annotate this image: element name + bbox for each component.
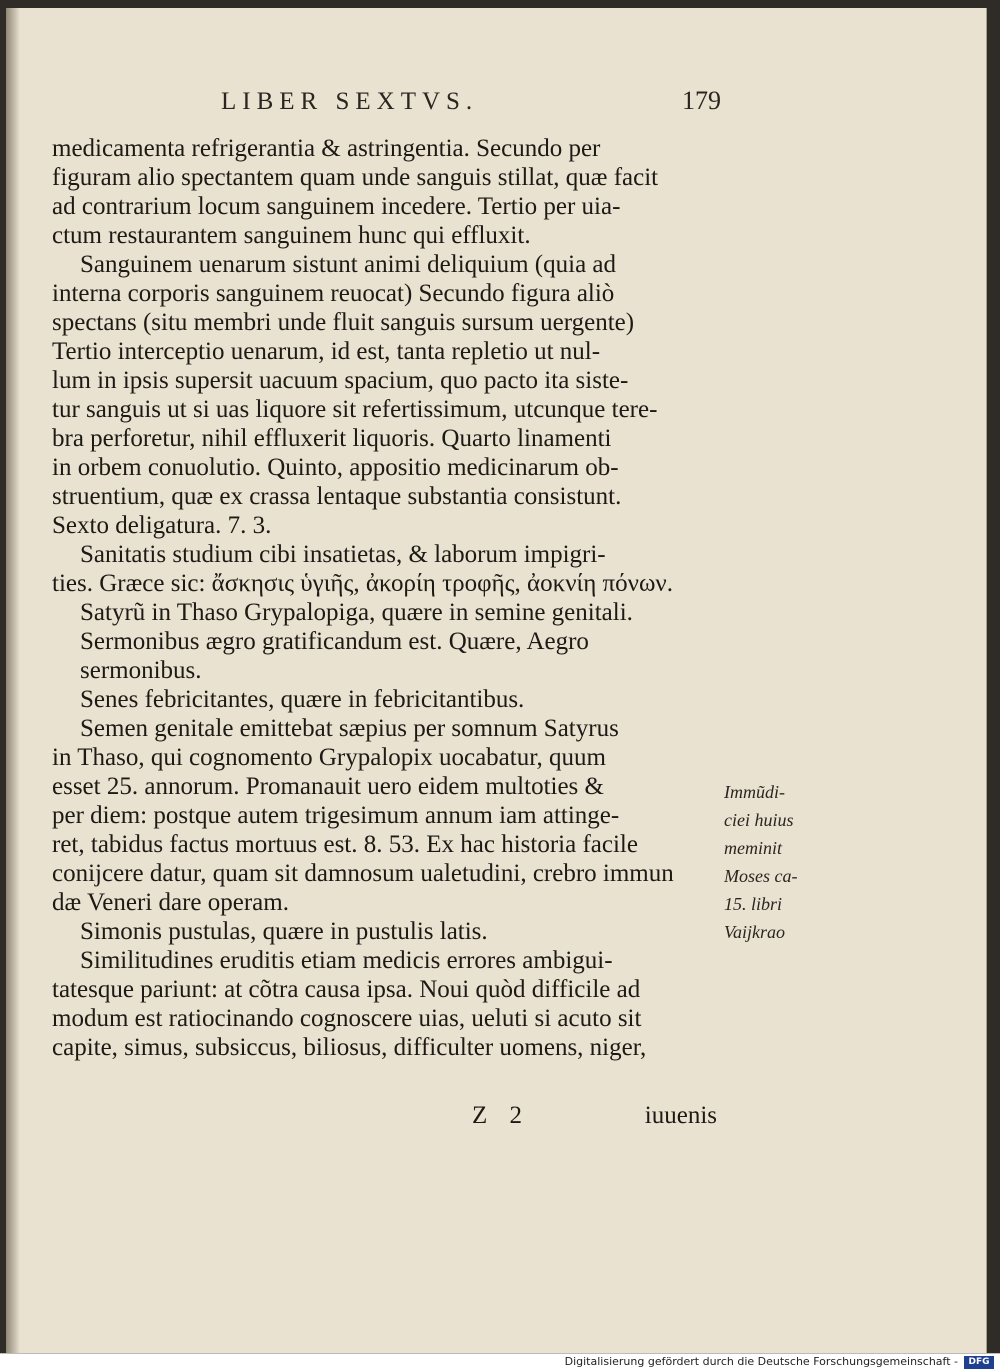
main-text xyxy=(52,134,717,1062)
text-line: interna corporis sanguinem reuocat) Secundo figura aliò xyxy=(52,280,615,307)
footer-credit: Digitalisierung gefördert durch die Deutsche Forschungsgemeinschaft - xyxy=(564,1355,958,1368)
text-line: Sexto deligatura. 7. 3. xyxy=(52,512,272,539)
text-line: in Thaso, qui cognomento Grypalopix uocabatur, quum xyxy=(52,744,606,771)
text-line: Sanguinem uenarum sistunt animi deliquium (quia ad xyxy=(80,251,617,278)
text-line: sermonibus. xyxy=(80,657,202,684)
text-line: esset 25. annorum. Promanauit uero eidem multoties & xyxy=(52,773,604,800)
text-line: Sanitatis studium cibi insatietas, & laborum impigri- xyxy=(80,541,606,568)
text-line: capite, simus, subsiccus, biliosus, difficulter uomens, niger, xyxy=(52,1034,647,1061)
margin-note-line: ciei huius xyxy=(724,810,794,830)
text-line: modum est ratiocinando cognoscere uias, ueluti si acuto sit xyxy=(52,1005,642,1032)
page-header xyxy=(131,84,721,120)
text-line: Satyrũ in Thaso Grypalopiga, quære in semine genitali. xyxy=(80,599,633,626)
running-title: LIBER SEXTVS. xyxy=(221,88,479,115)
text-line: ret, tabidus factus mortuus est. 8. 53. Ex hac historia facile xyxy=(52,831,638,858)
catchword: iuuenis xyxy=(644,1102,717,1129)
text-line: Similitudines eruditis etiam medicis errores ambigui- xyxy=(80,947,613,974)
signature-mark: Z 2 xyxy=(472,1102,531,1129)
page-number: 179 xyxy=(682,86,721,115)
text-line: conijcere datur, quam sit damnosum ualetudini, crebro immun xyxy=(52,860,674,887)
margin-note-line: Vaijkrao xyxy=(724,922,785,942)
text-line: lum in ipsis supersit uacuum spacium, quo pacto ita siste- xyxy=(52,367,629,394)
text-line: Tertio interceptio uenarum, id est, tanta repletio ut nul- xyxy=(52,338,601,365)
text-line: tur sanguis ut si uas liquore sit refertissimum, utcunque tere- xyxy=(52,396,658,423)
margin-note xyxy=(724,778,810,946)
text-line: Sermonibus ægro gratificandum est. Quære, Aegro xyxy=(80,628,589,655)
book-page xyxy=(6,8,987,1353)
margin-note-line: Moses ca- xyxy=(724,866,798,886)
text-line: Senes febricitantes, quære in febricitantibus. xyxy=(80,686,525,713)
text-line: ad contrarium locum sanguinem incedere. Tertio per uia- xyxy=(52,193,621,220)
text-line: spectans (situ membri unde fluit sanguis sursum uergente) xyxy=(52,309,635,336)
text-line: in orbem conuolutio. Quinto, appositio medicinarum ob- xyxy=(52,454,619,481)
catchline xyxy=(52,1102,717,1132)
text-line: Simonis pustulas, quære in pustulis latis. xyxy=(80,918,488,945)
footer-bar xyxy=(0,1353,1000,1372)
text-line: dæ Veneri dare operam. xyxy=(52,889,289,916)
text-line-greek: ties. Græce sic: ἄσκησις ὑγιῆς, ἀκορίη τροφῆς, ἀοκνίη πόνων. xyxy=(52,570,673,597)
text-line: struentium, quæ ex crassa lentaque substantia consistunt. xyxy=(52,483,622,510)
text-line: tatesque pariunt: at cõtra causa ipsa. Noui quòd difficile ad xyxy=(52,976,641,1003)
dfg-logo-icon: DFG xyxy=(964,1356,994,1369)
text-line: figuram alio spectantem quam unde sanguis stillat, quæ facit xyxy=(52,164,659,191)
text-line: medicamenta refrigerantia & astringentia. Secundo per xyxy=(52,135,601,162)
margin-note-line: 15. libri xyxy=(724,894,783,914)
margin-note-line: Immũdi- xyxy=(724,782,785,802)
text-line: bra perforetur, nihil effluxerit liquoris. Quarto linamenti xyxy=(52,425,612,452)
margin-note-line: meminit xyxy=(724,838,782,858)
text-line: ctum restaurantem sanguinem hunc qui effluxit. xyxy=(52,222,531,249)
text-line: per diem: postque autem trigesimum annum iam attinge- xyxy=(52,802,620,829)
text-line: Semen genitale emittebat sæpius per somnum Satyrus xyxy=(80,715,619,742)
